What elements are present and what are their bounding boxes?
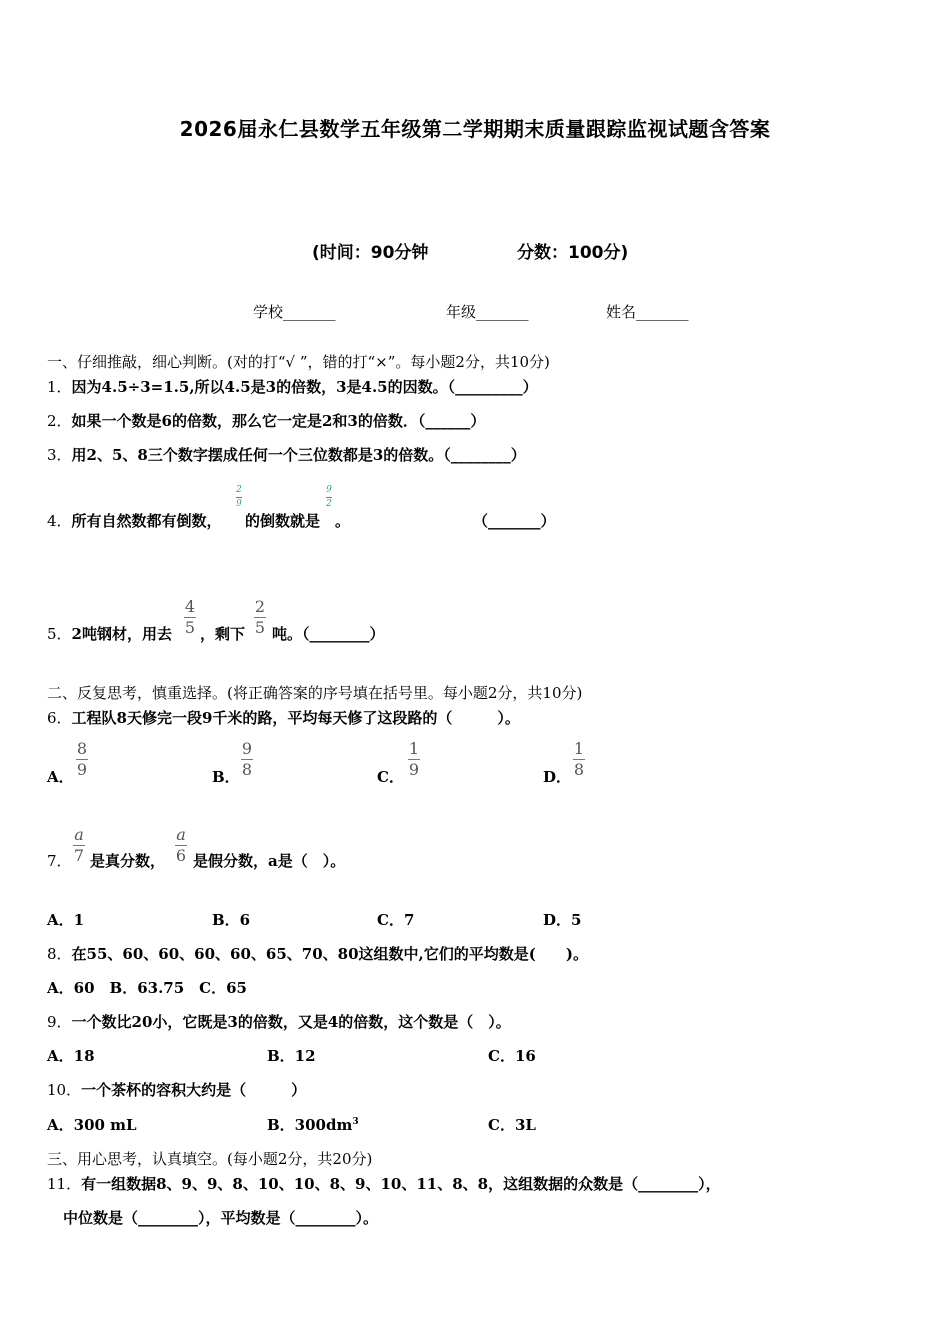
numerator: 1	[573, 739, 585, 758]
option-c-label: C．	[377, 768, 404, 786]
question-3	[47, 444, 526, 465]
superscript: 3	[352, 1117, 359, 1127]
question-2	[47, 410, 485, 431]
question-number: 9．	[47, 1013, 72, 1031]
question-text: 因为4.5÷3=1.5,所以4.5是3的倍数，3是4.5的因数。（_________）	[71, 378, 538, 396]
option-d-fraction	[573, 741, 585, 778]
denominator: 5	[254, 618, 266, 637]
question-number: 2．	[47, 412, 72, 430]
question-text: 所有自然数都有倒数，	[71, 512, 222, 530]
question-7-text-b: 是假分数，a是（ ）。	[193, 852, 346, 870]
q7-option-a: A．1	[47, 911, 85, 929]
question-number: 5．	[47, 625, 72, 643]
option-a-fraction	[76, 741, 88, 778]
question-4	[47, 510, 222, 531]
q10-option-a: A．300 mL	[47, 1116, 137, 1134]
question-4-middle: 的倒数就是	[245, 512, 321, 530]
page-title: 2026届永仁县数学五年级第二学期期末质量跟踪监视试题含答案	[179, 117, 771, 141]
question-text: 用2、5、8三个数字摆成任何一个三位数都是3的倍数。（________）	[71, 446, 526, 464]
question-text: 2吨钢材，用去	[71, 625, 172, 643]
denominator: 2	[326, 499, 332, 509]
option-text: B．300dm	[267, 1116, 353, 1134]
fraction-four-fifths	[184, 599, 196, 636]
fraction-a-sixths	[175, 827, 187, 864]
numerator: 8	[76, 739, 88, 758]
fraction-a-sevenths	[73, 827, 85, 864]
numerator: 4	[184, 597, 196, 616]
question-11	[47, 1173, 721, 1194]
denominator: 8	[241, 760, 253, 779]
question-text: 有一组数据8、9、9、8、10、10、8、9、10、11、8、8，这组数据的众数是（________），	[81, 1175, 721, 1193]
denominator: 8	[573, 760, 585, 779]
question-number: 4．	[47, 512, 72, 530]
question-7-number	[47, 850, 72, 871]
question-number: 6．	[47, 709, 72, 727]
fraction-nine-halves	[326, 486, 332, 509]
question-9	[47, 1011, 511, 1032]
question-number: 3．	[47, 446, 72, 464]
school-field: 学校_______	[253, 303, 336, 321]
numerator: 9	[326, 485, 332, 495]
question-6	[47, 707, 520, 728]
question-text: 如果一个数是6的倍数，那么它一定是2和3的倍数．（______）	[71, 412, 486, 430]
option-d-label: D．	[543, 768, 572, 786]
name-field: 姓名_______	[606, 303, 689, 321]
q9-option-a: A．18	[47, 1047, 95, 1065]
numerator: a	[176, 825, 186, 844]
section-3-heading: 三、用心思考，认真填空。(每小题2分，共20分)	[47, 1150, 373, 1168]
option-a-label: A．	[47, 768, 74, 786]
question-4-blank: （_______）	[473, 512, 556, 530]
q9-option-b: B．12	[267, 1047, 316, 1065]
question-8	[47, 943, 588, 964]
question-number: 1．	[47, 378, 72, 396]
numerator: 2	[254, 597, 266, 616]
question-7-text-a: 是真分数，	[90, 852, 166, 870]
q10-option-b	[267, 1114, 359, 1135]
question-10	[47, 1079, 306, 1100]
question-text: 一个数比20小，它既是3的倍数，又是4的倍数，这个数是（ ）。	[71, 1013, 511, 1031]
denominator: 6	[175, 846, 187, 865]
question-number: 7．	[47, 852, 72, 870]
denominator: 9	[236, 499, 242, 509]
exam-time: (时间：90分钟	[312, 243, 429, 263]
option-b-fraction	[241, 741, 253, 778]
question-11-line2: 中位数是（________），平均数是（________）。	[63, 1209, 379, 1227]
question-number: 11．	[47, 1175, 82, 1193]
q7-option-b: B．6	[212, 911, 251, 929]
numerator: 1	[408, 739, 420, 758]
question-text: 一个茶杯的容积大约是（ ）	[81, 1081, 307, 1099]
denominator: 7	[73, 846, 85, 865]
question-number: 8．	[47, 945, 72, 963]
section-2-heading: 二、反复思考，慎重选择。(将正确答案的序号填在括号里。每小题2分，共10分)	[47, 684, 583, 702]
fraction-two-ninths	[236, 486, 242, 509]
q9-option-c: C．16	[488, 1047, 536, 1065]
q10-option-c: C．3L	[488, 1116, 536, 1134]
denominator: 9	[408, 760, 420, 779]
exam-score: 分数：100分)	[517, 243, 629, 263]
question-5	[47, 623, 172, 644]
question-text: 在55、60、60、60、60、65、70、80这组数中,它们的平均数是( )。	[71, 945, 588, 963]
denominator: 5	[184, 618, 196, 637]
option-c-fraction	[408, 741, 420, 778]
numerator: 2	[236, 485, 242, 495]
question-text: 工程队8天修完一段9千米的路，平均每天修了这段路的（ ）。	[71, 709, 520, 727]
question-4-end: 。	[335, 512, 351, 530]
grade-field: 年级_______	[446, 303, 529, 321]
question-number: 10．	[47, 1081, 82, 1099]
denominator: 9	[76, 760, 88, 779]
fraction-two-fifths	[254, 599, 266, 636]
question-5-end: 吨。（________）	[272, 625, 385, 643]
numerator: a	[74, 825, 84, 844]
question-1	[47, 376, 538, 397]
section-1-heading: 一、仔细推敲，细心判断。(对的打“√ ”，错的打“×”。每小题2分，共10分)	[47, 353, 550, 371]
q7-option-d: D．5	[543, 911, 582, 929]
option-b-label: B．	[212, 768, 240, 786]
question-5-middle: ，剩下	[200, 625, 246, 643]
q8-options: A．60 B．63.75 C．65	[47, 979, 247, 997]
q7-option-c: C．7	[377, 911, 415, 929]
numerator: 9	[241, 739, 253, 758]
